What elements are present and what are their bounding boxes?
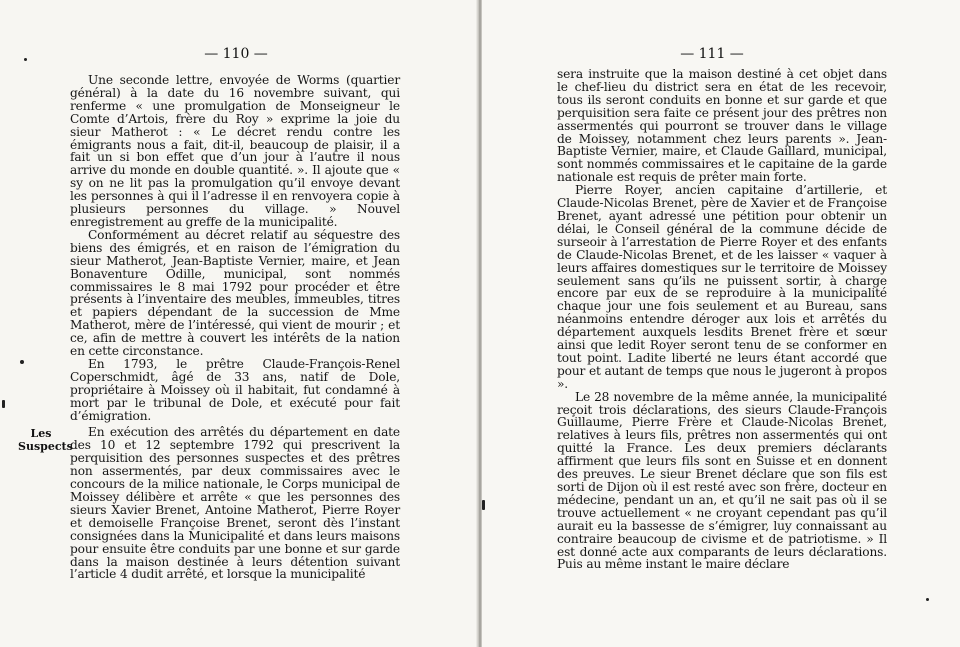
margin-note-line: Les bbox=[30, 427, 52, 440]
ink-speck bbox=[2, 400, 5, 408]
paragraph: Le 28 novembre de la même année, la municipalité reçoit trois déclarations, des sieurs Claude-François Guillaume, Pierre Frère et Claude-Nicolas Brenet, relatives à leurs fils, prêtres non assermentés qui ont quitté la France. Les deux premiers déclarants affirment que leurs fils sont en Suisse et en donnent des preuves. Le sieur Brenet déclare que son fils est sorti de Dijon où il est resté avec son frère, docteur en médecine, pendant un an, et qu’il ne sait pas où il se trouve actuellement « ne croyant cependant pas qu’il aurait eu la bassesse de s’émigrer, luy connaissant au contraire beaucoup de civisme et de patriotisme. » Il est donné acte aux comparants de leurs déclarations. Puis au même instant le maire déclare bbox=[557, 389, 887, 572]
margin-note-suspects bbox=[18, 427, 73, 453]
ink-speck bbox=[20, 360, 24, 364]
page-number-111: — 111 — bbox=[680, 46, 744, 62]
right-page-text bbox=[557, 68, 887, 571]
ink-speck bbox=[24, 58, 27, 61]
paragraph: sera instruite que la maison destiné à cet objet dans le chef-lieu du district sera en état de les recevoir, tous ils seront conduits en bonne et sur garde et que perquisition sera faite ce présent jour des prêtres non assermentés qui pourront se trouver dans le village de Moissey, notamment chez leurs parents ». Jean-Baptiste Vernier, maire, et Claude Gaillard, municipal, sont nommés commissaires et le capitaine de la garde nationale est requis de prêter main forte. bbox=[557, 67, 887, 185]
paragraph: Une seconde lettre, envoyée de Worms (quartier général) à la date du 16 novembre suivant, qui renferme « une promulgation de Monseigneur le Comte d’Artois, frère du Roy » exprime la joie du sieur Matherot : « Le décret rendu contre les émigrants nous a fait, dit-il, beaucoup de plaisir, il a fait un si bon effet que d’un jour à l’autre il nous arrive du monde en double quantité. ». Il ajoute que « sy on ne lit pas la promulgation qu’il envoye devant les personnes à qui il l’adresse il en renvoyera copie à plusieurs personnes du village. » Nouvel enregistrement au greffe de la municipalité. bbox=[70, 73, 400, 229]
ink-speck bbox=[926, 598, 929, 601]
ink-speck bbox=[482, 500, 485, 510]
paragraph: En exécution des arrêtés du département en date des 10 et 12 septembre 1792 qui prescrivent la perquisition des personnes suspectes et des prêtres non assermentés, par deux commissaires avec le concours de la milice nationale, le Corps municipal de Moissey délibère et arrête « que les personnes des sieurs Xavier Brenet, Antoine Matherot, Pierre Royer et demoiselle Françoise Brenet, seront dès l’instant consignées dans la Municipalité et dans leurs maisons pour ensuite être conduits par une bonne et sur garde dans la maison destinée à leurs détention suivant l’article 4 dudit arrêté, et lorsque la municipalité bbox=[70, 425, 400, 582]
left-page-text bbox=[70, 74, 400, 581]
left-page bbox=[0, 0, 478, 647]
paragraph: Pierre Royer, ancien capitaine d’artillerie, et Claude-Nicolas Brenet, père de Xavier et de Françoise Brenet, ayant adressé une pétition pour obtenir un délai, le Conseil général de la commune décide de surseoir à l’arrestation de Pierre Royer et des enfants de Claude-Nicolas Brenet, et de les laisser « vaquer à leurs affaires domestiques sur le territoire de Moissey seulement sans qu’ils ne puissent sortir, à charge encore par eux de se reproduire à la municipalité chaque jour une fois seulement et au Bureau, sans néanmoins entendre déroger aux lois et arrêtés du département auxquels lesdits Brenet frère et sœur ainsi que ledit Royer seront tenu de se conformer en tout point. Ladite liberté ne leurs étant accordé que pour et autant de temps que nous le jugeront à propos ». bbox=[557, 183, 887, 391]
right-page bbox=[482, 0, 960, 647]
paragraph: Conformément au décret relatif au séquestre des biens des émigrés, et en raison de l’émigration du sieur Matherot, Jean-Baptiste Vernier, maire, et Jean Bonaventure Odille, municipal, sont nommés commissaires le 8 mai 1792 pour procéder et être présents à l’inventaire des meubles, immeubles, titres et papiers dépendant de la succession de Mme Matherot, mère de l’intéressé, qui vient de mourir ; et ce, afin de mettre à couvert les intérêts de la nation en cette circonstance. bbox=[70, 227, 400, 359]
paragraph: En 1793, le prêtre Claude-François-Renel Coperschmidt, âgé de 33 ans, natif de Dole, propriétaire à Moissey où il habitait, fut condamné à mort par le tribunal de Dole, et exécuté pour fait d’émigration. bbox=[70, 356, 400, 423]
margin-note-line: Suspects bbox=[18, 440, 73, 453]
page-number-110: — 110 — bbox=[204, 46, 268, 62]
